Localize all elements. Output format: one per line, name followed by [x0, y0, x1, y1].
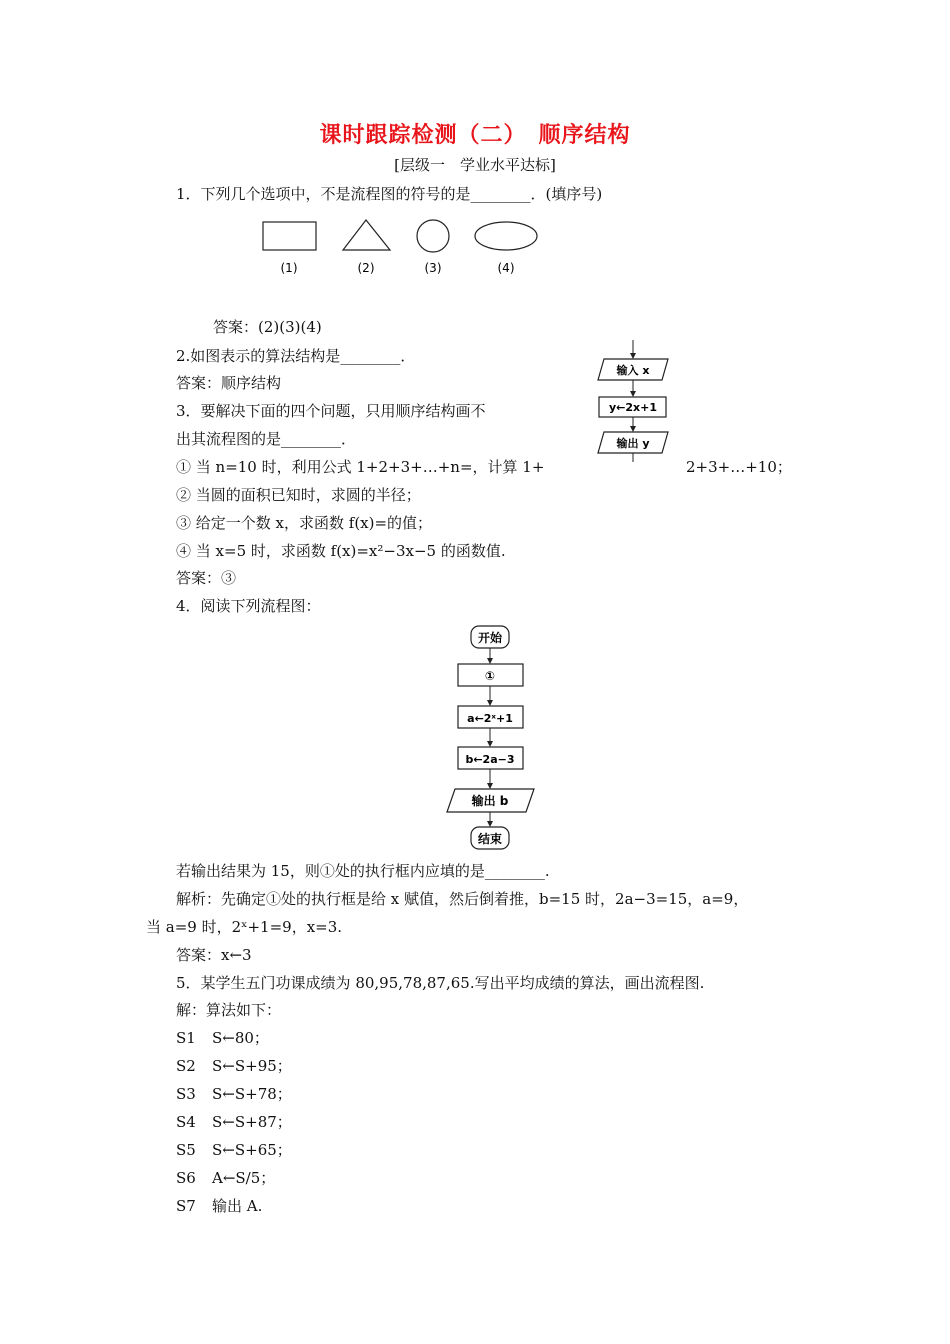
q3-item1b: 2+3+…+10； [686, 458, 792, 476]
q4-analysis-line1: 解析：先确定①处的执行框是给 x 赋值，然后倒着推，b=15 时，2a−3=15，a=9， [176, 890, 749, 908]
q2-answer: 答案：顺序结构 [176, 374, 282, 392]
step-label: S2 [176, 1057, 196, 1075]
step-label: S1 [176, 1029, 196, 1047]
step3-label: b←2a−3 [465, 753, 515, 766]
triangle-shape [343, 220, 390, 250]
q2-flowchart [590, 338, 680, 463]
q5-stem: 5．某学生五门功课成绩为 80,95,78,87,65.写出平均成绩的算法，画出流程图. [176, 974, 705, 992]
step-text: S←S+87； [212, 1113, 292, 1131]
q1-answer: 答案：(2)(3)(4) [213, 318, 322, 336]
step-label: S3 [176, 1085, 196, 1103]
q3-stem-line1: 3．要解决下面的四个问题，只用顺序结构画不 [176, 402, 486, 420]
step-text: S←S+65； [212, 1141, 292, 1159]
process-box-label: y←2x+1 [608, 401, 658, 414]
q4-answer: 答案：x←3 [176, 946, 252, 964]
q4-flowchart [440, 622, 550, 854]
start-label: 开始 [477, 631, 503, 645]
q5-intro: 解：算法如下： [176, 1001, 282, 1019]
q3-answer: 答案：③ [176, 569, 237, 587]
step-label: S4 [176, 1113, 196, 1131]
step2-label: a←2ˣ+1 [467, 712, 513, 725]
q3-item3: ③ 给定一个数 x，求函数 f(x)=的值； [176, 514, 433, 532]
step-text: 输出 A. [212, 1197, 263, 1215]
q1-stem: 1．下列几个选项中，不是流程图的符号的是________．(填序号) [176, 185, 603, 203]
circle-shape [417, 220, 449, 252]
q3-item2: ② 当圆的面积已知时，求圆的半径； [176, 486, 421, 504]
step-text: A←S/5； [212, 1169, 276, 1187]
step-label: S6 [176, 1169, 196, 1187]
q4-stem: 4．阅读下列流程图： [176, 597, 321, 615]
page-subtitle: [层级一 学业水平达标] [394, 156, 556, 174]
shape-label-1: (1) [280, 261, 298, 275]
q1-shapes-figure [255, 212, 555, 282]
q3-stem-line2: 出其流程图的是________． [176, 430, 357, 448]
step-text: S←80； [212, 1029, 269, 1047]
step-text: S←S+78； [212, 1085, 292, 1103]
shape-label-3: (3) [424, 261, 442, 275]
step-label: S7 [176, 1197, 196, 1215]
step1-label: ① [484, 669, 496, 683]
step-label: S5 [176, 1141, 196, 1159]
q4-analysis-line2: 当 a=9 时，2ˣ+1=9，x=3. [146, 918, 343, 936]
rectangle-shape [263, 222, 316, 250]
input-box-label: 输入 x [616, 364, 650, 377]
ellipse-shape [475, 222, 537, 250]
output-label: 输出 b [471, 794, 509, 808]
shape-label-4: (4) [497, 261, 515, 275]
q4-question: 若输出结果为 15，则①处的执行框内应填的是________. [176, 862, 550, 880]
q2-stem: 2.如图表示的算法结构是________． [176, 347, 416, 365]
q3-item4: ④ 当 x=5 时，求函数 f(x)=x²−3x−5 的函数值. [176, 542, 506, 560]
step-text: S←S+95； [212, 1057, 292, 1075]
end-label: 结束 [477, 832, 503, 846]
output-box-label: 输出 y [616, 437, 650, 450]
shape-label-2: (2) [357, 261, 375, 275]
q3-item1a: ① 当 n=10 时，利用公式 1+2+3+…+n=，计算 1+ [176, 458, 545, 476]
page-title: 课时跟踪检测（二） 顺序结构 [319, 123, 631, 148]
